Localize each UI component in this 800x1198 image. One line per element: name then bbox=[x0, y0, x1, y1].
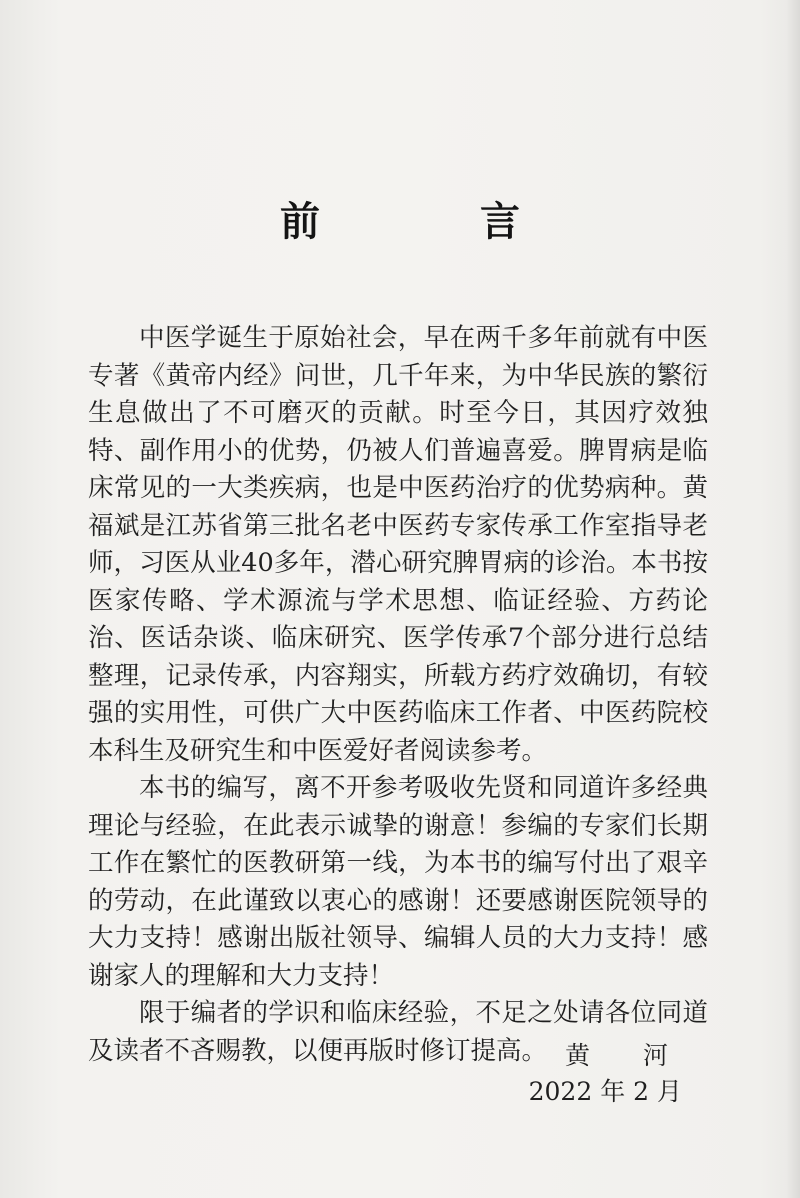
page-gutter-shadow bbox=[786, 0, 800, 1198]
preface-date: 2022 年 2 月 bbox=[528, 1077, 682, 1106]
paragraph-1: 中医学诞生于原始社会，早在两千多年前就有中医专著《黄帝内经》问世，几千年来，为中华民族的繁衍生息做出了不可磨灭的贡献。时至今日，其因疗效独特、副作用小的优势，仍被人们普遍喜爱。脾胃病是临床常见的一大类疾病，也是中医药治疗的优势病种。黄福斌是江苏省第三批名老中医药专家传承工作室指导老师，习医从业40多年，潜心研究脾胃病的诊治。本书按医家传略、学术源流与学术思想、临证经验、方药论治、医话杂谈、临床研究、医学传承7个部分进行总结整理，记录传承，内容翔实，所载方药疗效确切，有较强的实用性，可供广大中医药临床工作者、中医药院校本科生及研究生和中医爱好者阅读参考。 bbox=[88, 323, 708, 766]
paragraph-2: 本书的编写，离不开参考吸收先贤和同道许多经典理论与经验，在此表示诚挚的谢意！参编的专家们长期工作在繁忙的医教研第一线，为本书的编写付出了艰辛的劳动，在此谨致以衷心的感谢！还要感谢医院领导的大力支持！感谢出版社领导、编辑人员的大力支持！感谢家人的理解和大力支持！ bbox=[88, 773, 708, 991]
paragraph-3: 限于编者的学识和临床经验，不足之处请各位同道及读者不吝赐教，以便再版时修订提高。 bbox=[88, 998, 708, 1066]
preface-body bbox=[88, 320, 708, 1070]
author-signature: 黄 河 bbox=[564, 1041, 682, 1070]
preface-title: 前 言 bbox=[280, 198, 580, 245]
